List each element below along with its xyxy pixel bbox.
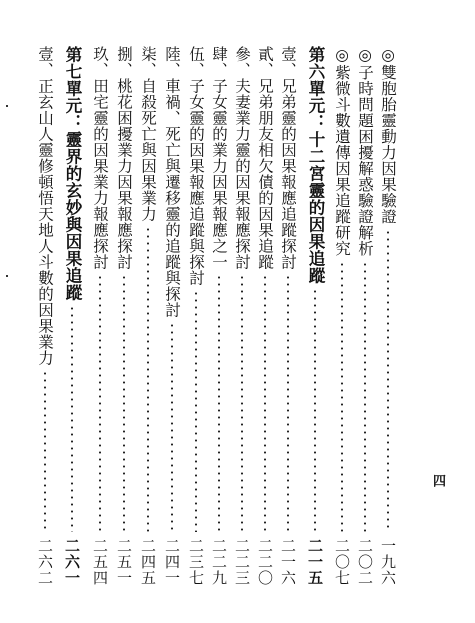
toc-entry[interactable] xyxy=(207,46,231,586)
dot-leader xyxy=(218,274,220,532)
toc-entry-page: 二〇二 xyxy=(356,538,374,586)
toc-entry-title: 柒、自殺死亡與因果業力 xyxy=(139,46,157,222)
toc-entry-page: 二〇七 xyxy=(333,538,351,586)
dot-leader xyxy=(123,274,125,532)
margin-speck xyxy=(6,275,8,277)
toc-entry-title: 壹、正玄山人靈修頓悟天地人斗數的因果業力 xyxy=(36,46,54,366)
toc-entry[interactable] xyxy=(230,46,254,586)
toc-chapter-page: 二一五 xyxy=(306,538,324,586)
dot-leader xyxy=(99,274,101,532)
toc-entry-title: ◎紫微斗數遺傳因果追蹤研究 xyxy=(333,46,351,257)
toc-entry[interactable] xyxy=(136,46,160,586)
dot-leader xyxy=(387,229,389,533)
toc-entry[interactable] xyxy=(160,46,184,586)
toc-entry-page: 二二三 xyxy=(233,538,251,586)
dot-leader xyxy=(195,290,197,532)
toc-entry[interactable] xyxy=(276,46,300,586)
margin-speck xyxy=(6,105,8,107)
dot-leader xyxy=(147,226,149,532)
toc-entry-title: 參、夫妻業力靈的因果報應探討 xyxy=(233,46,251,270)
toc-entry-title: 玖、田宅靈的因果業力報應探討 xyxy=(91,46,109,270)
toc-entry-title: 貳、兄弟朋友相欠債的因果追蹤 xyxy=(256,46,274,270)
toc-entry-title: 肆、子女靈的業力因果報應之一 xyxy=(210,46,228,270)
toc-chapter-title: 第七單元：靈界的玄妙與因果追蹤 xyxy=(63,46,82,301)
page-folio: 四 xyxy=(430,474,445,487)
toc-entry[interactable] xyxy=(184,46,208,586)
toc-chapter-heading[interactable] xyxy=(60,46,84,586)
dot-leader xyxy=(71,305,73,532)
toc-entry-title: ◎子時問題困擾解惑驗證解析 xyxy=(356,46,374,257)
toc-entry[interactable] xyxy=(376,46,400,586)
toc-entry-page: 二六二 xyxy=(36,538,54,586)
toc-entry-title: 捌、桃花困擾業力因果報應探討 xyxy=(115,46,133,270)
toc-entry-title: 陸、車禍、死亡與遷移靈的追蹤與探討 xyxy=(163,46,181,318)
toc-entry[interactable] xyxy=(112,46,136,586)
toc-entry-page: 二二九 xyxy=(210,538,228,586)
toc-entry-page: 二四一 xyxy=(163,538,181,586)
toc-entry-page: 二三七 xyxy=(187,538,205,586)
toc-entry-title: 壹、兄弟靈的因果報應追蹤探討 xyxy=(279,46,297,270)
dot-leader xyxy=(364,261,366,533)
toc-entry-page: 二一六 xyxy=(279,538,297,586)
dot-leader xyxy=(264,274,266,532)
toc-entry-page: 一九六 xyxy=(379,538,397,586)
toc-entry[interactable] xyxy=(330,46,354,586)
toc-chapter-page: 二六一 xyxy=(63,538,81,586)
toc-entry-page: 二四五 xyxy=(139,538,157,586)
toc-entry-title: 伍、子女靈的因果報應追蹤與探討 xyxy=(187,46,205,286)
toc-entry[interactable] xyxy=(88,46,112,586)
toc-entry[interactable] xyxy=(33,46,57,586)
dot-leader xyxy=(341,261,343,533)
dot-leader xyxy=(44,370,46,532)
toc-entry-page: 二五四 xyxy=(91,538,109,586)
dot-leader xyxy=(171,322,173,532)
toc-chapter-title: 第六單元：十二宮靈的因果追蹤 xyxy=(306,46,325,284)
toc-entry-page: 二二〇 xyxy=(256,538,274,586)
toc-chapter-heading[interactable] xyxy=(303,46,327,586)
toc-entry[interactable] xyxy=(253,46,277,586)
dot-leader xyxy=(241,274,243,532)
toc-entry-page: 二五一 xyxy=(115,538,133,586)
dot-leader xyxy=(287,274,289,532)
toc-entry[interactable] xyxy=(353,46,377,586)
toc-entry-title: ◎雙胞胎靈動力因果驗證 xyxy=(379,46,397,225)
dot-leader xyxy=(314,288,316,532)
